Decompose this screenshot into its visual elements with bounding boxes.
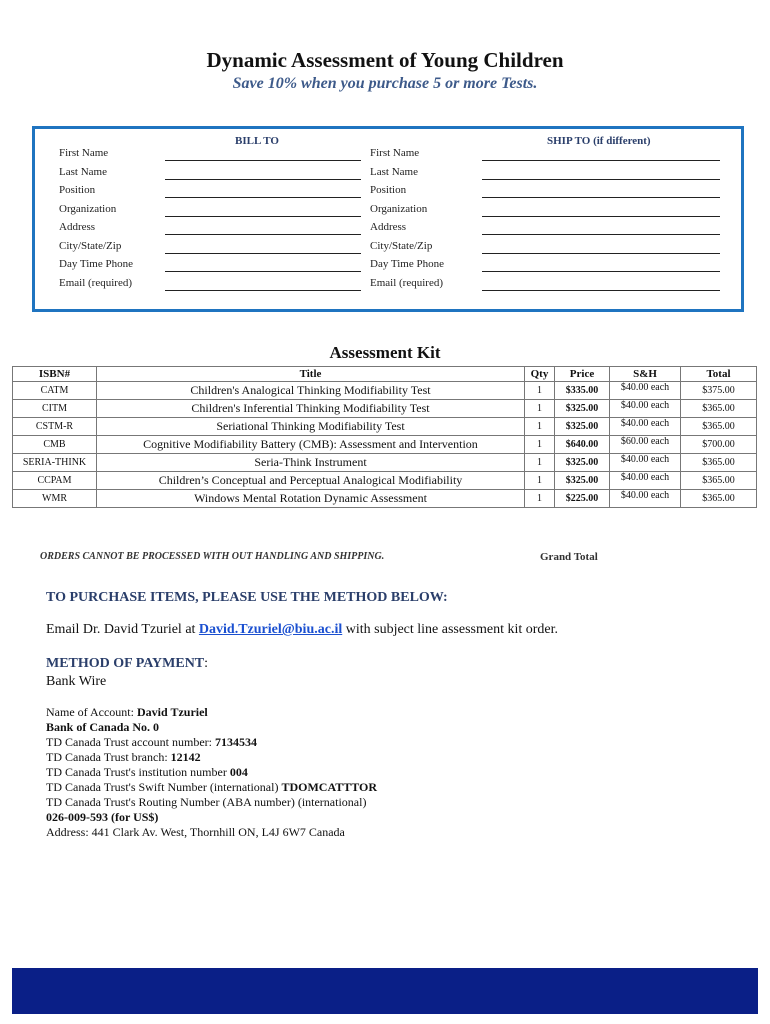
title-cell: Children's Inferential Thinking Modifiability Test: [97, 400, 525, 418]
ship-to-input[interactable]: [482, 216, 720, 217]
bank-name-line: [46, 720, 377, 735]
table-row: [13, 436, 757, 454]
bank-details: [46, 705, 377, 840]
qty-cell: 1: [525, 472, 555, 490]
sh-cell: $40.00 each: [610, 454, 681, 472]
ship-to-input[interactable]: [482, 271, 720, 272]
bill-to-label: Organization: [59, 202, 117, 215]
routing-label: TD Canada Trust's Routing Number (ABA number) (international): [46, 795, 367, 809]
account-name: David Tzuriel: [136, 705, 208, 719]
isbn-cell: SERIA-THINK: [13, 454, 97, 472]
ship-to-label: Position: [370, 184, 407, 196]
page-title: Dynamic Assessment of Young Children: [206, 48, 564, 72]
routing-number: 026-009-593 (for US$): [46, 810, 159, 824]
ship-to-input[interactable]: [482, 160, 720, 161]
table-row: [13, 400, 757, 418]
title-cell: Cognitive Modifiability Battery (CMB): Assessment and Intervention: [97, 436, 525, 454]
qty-cell: 1: [525, 418, 555, 436]
ship-to-input[interactable]: [482, 179, 720, 180]
price-cell: $325.00: [555, 454, 610, 472]
ship-to-label: Email (required): [370, 276, 443, 289]
total-cell: $365.00: [681, 472, 757, 490]
col-sh: S&H: [610, 367, 681, 382]
isbn-cell: CATM: [13, 382, 97, 400]
col-title: Title: [97, 367, 525, 382]
isbn-cell: CMB: [13, 436, 97, 454]
purchase-heading: TO PURCHASE ITEMS, PLEASE USE THE METHOD BELOW:: [46, 590, 448, 605]
bill-to-input[interactable]: [165, 179, 361, 180]
sh-cell: $60.00 each: [610, 436, 681, 454]
title-cell: Children’s Conceptual and Perceptual Analogical Modifiability: [97, 472, 525, 490]
footer-bar: [12, 968, 758, 1014]
account-number-line: [46, 735, 377, 750]
branch-line: [46, 750, 377, 765]
bank-name: Bank of Canada No. 0: [46, 720, 160, 734]
assessment-kit-title: Assessment Kit: [329, 343, 441, 362]
sh-cell: $40.00 each: [610, 472, 681, 490]
total-cell: $365.00: [681, 454, 757, 472]
bill-to-label: Last Name: [59, 165, 107, 178]
ship-to-label: Organization: [370, 202, 428, 215]
ship-to-input[interactable]: [482, 234, 720, 235]
routing-number-line: [46, 810, 377, 825]
price-cell: $325.00: [555, 472, 610, 490]
address-form: [32, 126, 744, 312]
account-number-label: TD Canada Trust account number:: [46, 735, 215, 749]
swift-line: [46, 780, 377, 795]
institution-line: [46, 765, 377, 780]
title-cell: Seriational Thinking Modifiability Test: [97, 418, 525, 436]
sh-cell: $40.00 each: [610, 382, 681, 400]
bill-to-input[interactable]: [165, 234, 361, 235]
bank-address: Address: 441 Clark Av. West, Thornhill ON, L4J 6W7 Canada: [46, 825, 345, 839]
bill-to-label: First Name: [59, 147, 109, 159]
title-cell: Windows Mental Rotation Dynamic Assessment: [97, 490, 525, 508]
table-row: [13, 490, 757, 508]
table-header-row: [13, 367, 757, 382]
swift-number: TDOMCATTTOR: [281, 780, 378, 794]
bill-to-heading: BILL TO: [235, 135, 279, 147]
swift-label: TD Canada Trust's Swift Number (international): [46, 780, 282, 794]
payment-heading-colon: :: [204, 656, 209, 671]
table-row: [13, 418, 757, 436]
institution-number: 004: [229, 765, 248, 779]
table-row: [13, 382, 757, 400]
total-cell: $700.00: [681, 436, 757, 454]
payment-heading: [46, 656, 208, 672]
bill-to-label: Day Time Phone: [59, 258, 133, 270]
ship-to-input[interactable]: [482, 197, 720, 198]
total-cell: $365.00: [681, 400, 757, 418]
title-cell: Seria-Think Instrument: [97, 454, 525, 472]
payment-method: Bank Wire: [46, 674, 107, 689]
orders-note: ORDERS CANNOT BE PROCESSED WITH OUT HANDLING AND SHIPPING.: [40, 551, 385, 562]
bill-to-input[interactable]: [165, 160, 361, 161]
price-cell: $325.00: [555, 418, 610, 436]
isbn-cell: CITM: [13, 400, 97, 418]
price-cell: $225.00: [555, 490, 610, 508]
ship-to-label: First Name: [370, 147, 420, 159]
ship-to-label: Last Name: [370, 165, 418, 178]
account-number: 7134534: [214, 735, 257, 749]
bill-to-label: Position: [59, 184, 96, 196]
table-row: [13, 454, 757, 472]
col-total: Total: [681, 367, 757, 382]
col-price: Price: [555, 367, 610, 382]
page-subtitle: Save 10% when you purchase 5 or more Tests.: [232, 75, 538, 92]
ship-to-label: City/State/Zip: [370, 239, 433, 252]
bill-to-label: City/State/Zip: [59, 239, 122, 252]
bill-to-input[interactable]: [165, 271, 361, 272]
payment-heading-text: METHOD OF PAYMENT: [46, 656, 205, 671]
bill-to-input[interactable]: [165, 253, 361, 254]
branch-number: 12142: [170, 750, 201, 764]
sh-cell: $40.00 each: [610, 418, 681, 436]
isbn-cell: WMR: [13, 490, 97, 508]
bill-to-label: Email (required): [59, 276, 132, 289]
bill-to-input[interactable]: [165, 290, 361, 291]
qty-cell: 1: [525, 436, 555, 454]
bill-to-input[interactable]: [165, 216, 361, 217]
price-cell: $325.00: [555, 400, 610, 418]
title-cell: Children's Analogical Thinking Modifiability Test: [97, 382, 525, 400]
col-qty: Qty: [525, 367, 555, 382]
table-row: [13, 472, 757, 490]
routing-line: [46, 795, 377, 810]
email-link[interactable]: David.Tzuriel@biu.ac.il: [198, 622, 343, 637]
ship-to-label: Address: [370, 221, 407, 233]
total-cell: $375.00: [681, 382, 757, 400]
sh-cell: $40.00 each: [610, 490, 681, 508]
total-cell: $365.00: [681, 490, 757, 508]
sh-cell: $40.00 each: [610, 400, 681, 418]
ship-to-label: Day Time Phone: [370, 258, 444, 270]
email-suffix: with subject line assessment kit order.: [342, 622, 559, 637]
assessment-kit-table: [12, 366, 757, 508]
price-cell: $335.00: [555, 382, 610, 400]
bill-to-label: Address: [59, 221, 96, 233]
total-cell: $365.00: [681, 418, 757, 436]
ship-to-heading: SHIP TO (if different): [547, 135, 651, 147]
grand-total-label: Grand Total: [540, 551, 598, 563]
isbn-cell: CCPAM: [13, 472, 97, 490]
account-name-line: [46, 705, 377, 720]
qty-cell: 1: [525, 454, 555, 472]
institution-label: TD Canada Trust's institution number: [46, 765, 230, 779]
email-prefix: Email Dr. David Tzuriel at: [46, 622, 199, 637]
branch-label: TD Canada Trust branch:: [46, 750, 171, 764]
ship-to-input[interactable]: [482, 290, 720, 291]
price-cell: $640.00: [555, 436, 610, 454]
ship-to-input[interactable]: [482, 253, 720, 254]
qty-cell: 1: [525, 382, 555, 400]
isbn-cell: CSTM-R: [13, 418, 97, 436]
qty-cell: 1: [525, 490, 555, 508]
qty-cell: 1: [525, 400, 555, 418]
account-label: Name of Account:: [46, 705, 137, 719]
email-instruction: [46, 622, 558, 638]
bill-to-input[interactable]: [165, 197, 361, 198]
col-isbn: ISBN#: [13, 367, 97, 382]
